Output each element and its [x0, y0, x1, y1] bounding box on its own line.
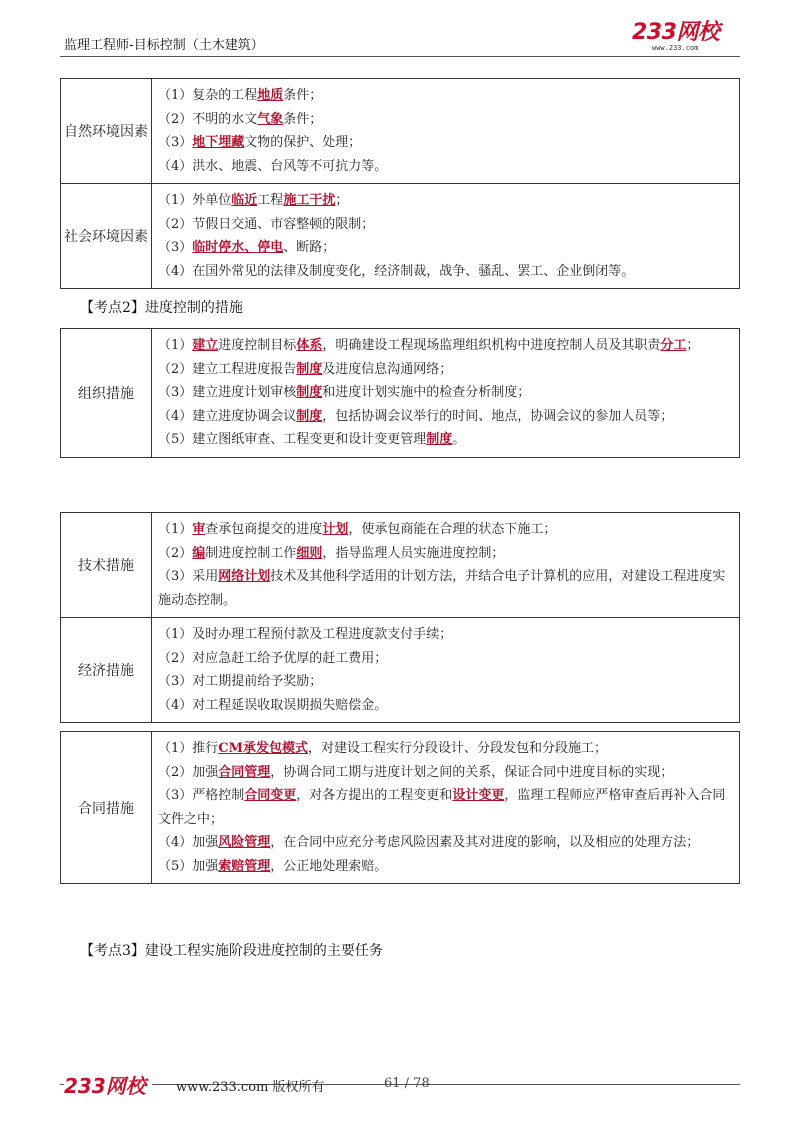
row-content	[152, 513, 740, 618]
text-segment: ，指导监理人员实施进度控制；	[322, 545, 505, 561]
row-label: 社会环境因素	[61, 184, 152, 289]
keyword-highlight: 体系	[296, 338, 323, 353]
text-segment: （4）加强	[158, 835, 219, 850]
text-segment: 和进度计划实施中的检查分析制度；	[322, 385, 531, 400]
keyword-highlight: 分工	[660, 338, 687, 353]
row-label: 自然环境因素	[61, 79, 152, 184]
text-segment: （1）复杂的工程	[158, 88, 258, 103]
list-item	[158, 542, 733, 566]
text-segment: 、断路；	[283, 240, 336, 255]
list-item	[158, 189, 733, 213]
list-item	[158, 670, 733, 694]
text-segment: （3）采用	[158, 569, 219, 584]
footer-logo: 233网校	[64, 1070, 152, 1099]
keyword-highlight: 风险管理	[218, 835, 271, 850]
technical-economic-measures-table	[60, 512, 740, 723]
text-segment: （1）及时办理工程预付款及工程进度款支付手续；	[158, 627, 453, 642]
footer-copyright: www.233.com 版权所有	[176, 1080, 325, 1095]
row-label: 技术措施	[61, 513, 152, 618]
text-segment: ，明确建设工程现场监理组织机构中进度控制人员及其职责	[322, 338, 661, 353]
text-segment: （4）建立进度协调会议	[158, 408, 297, 424]
brand-logo-url: www.233.com	[652, 44, 699, 52]
keyword-highlight: 临时停水、停电	[192, 240, 284, 255]
text-segment: （4）在国外常见的法律及制度变化，经济制裁，战争、骚乱、罢工、企业倒闭等。	[158, 263, 635, 279]
page-number: 61 / 78	[384, 1076, 430, 1091]
list-item	[158, 784, 733, 831]
keyword-highlight: 施工干扰	[283, 193, 336, 208]
keyword-highlight: 设计变更	[452, 788, 505, 803]
list-item	[158, 108, 733, 132]
keyword-highlight: 地质	[257, 88, 284, 103]
list-item	[158, 428, 733, 452]
keyword-highlight: 合同管理	[218, 764, 271, 780]
text-segment: （3）	[158, 240, 193, 255]
list-item	[158, 213, 733, 237]
brand-logo-text: 233网校	[632, 20, 720, 45]
text-segment: （1）外单位	[158, 193, 232, 208]
text-segment: ，在合同中应充分考虑风险因素及其对进度的影响，以及相应的处理方法；	[270, 835, 700, 850]
text-segment: 条件；	[283, 111, 323, 127]
row-content	[152, 79, 740, 184]
keyword-highlight: 计划	[322, 522, 349, 537]
text-segment: 条件；	[283, 88, 323, 103]
page-header-title: 监理工程师-目标控制（土木建筑）	[64, 38, 264, 53]
text-segment: （1）	[158, 338, 193, 353]
keyword-highlight: 网络计划	[218, 569, 271, 584]
text-segment: （5）加强	[158, 858, 219, 874]
keyword-highlight: 制度	[296, 361, 323, 377]
list-item	[158, 761, 733, 785]
text-segment: ，使承包商能在合理的状态下施工；	[348, 522, 557, 537]
list-item	[158, 155, 733, 179]
list-item	[158, 647, 733, 671]
text-segment: ，公正地处理索赔。	[270, 858, 388, 874]
table-row	[61, 618, 740, 723]
row-label: 组织措施	[61, 329, 152, 458]
keyword-highlight: 气象	[257, 111, 284, 127]
text-segment: ；	[686, 338, 700, 353]
keyword-highlight: 编	[192, 545, 206, 561]
text-segment: 查承包商提交的进度	[205, 522, 323, 537]
list-item	[158, 358, 733, 382]
text-segment: （3）建立进度计划审核	[158, 385, 297, 400]
text-segment: 进度控制目标	[218, 338, 297, 353]
text-segment: （4）洪水、地震、台风等不可抗力等。	[158, 158, 388, 174]
text-segment: （2）建立工程进度报告	[158, 361, 297, 377]
list-item	[158, 334, 733, 358]
text-segment: （1）	[158, 522, 193, 537]
keyword-highlight: CM承发包模式	[218, 741, 309, 756]
list-item	[158, 623, 733, 647]
text-segment: ，监理工程师应严格审查后再补入合同文件之中；	[158, 788, 726, 827]
keyword-highlight: 审	[192, 522, 206, 537]
text-segment: 工程	[257, 193, 284, 208]
section-heading-3: 【考点3】建设工程实施阶段进度控制的主要任务	[80, 943, 383, 959]
list-item	[158, 565, 733, 612]
text-segment: 及进度信息沟通网络；	[322, 361, 453, 377]
brand-logo	[632, 22, 742, 52]
table-row	[61, 513, 740, 618]
table-row	[61, 732, 740, 884]
list-item	[158, 737, 733, 761]
list-item	[158, 831, 733, 855]
list-item	[158, 260, 733, 284]
text-segment: （3）	[158, 135, 193, 150]
text-segment: 。	[452, 432, 466, 447]
keyword-highlight: 临近	[231, 193, 258, 208]
table-row	[61, 184, 740, 289]
text-segment: 文物的保护、处理；	[244, 135, 362, 150]
keyword-highlight: 制度	[296, 385, 323, 400]
list-item	[158, 518, 733, 542]
row-content	[152, 329, 740, 458]
list-item	[158, 405, 733, 429]
contract-measures-table	[60, 731, 740, 884]
text-segment: （2）不明的水文	[158, 111, 258, 127]
text-segment: ，包括协调会议举行的时间、地点，协调会议的参加人员等；	[322, 408, 674, 424]
keyword-highlight: 细则	[296, 545, 323, 561]
text-segment: （2）加强	[158, 764, 219, 780]
text-segment: 技术及其他科学适用的计划方法，并结合电子计算机的应用，对建设工程进度实施动态控制。	[158, 569, 726, 608]
text-segment: （2）对应急赶工给予优厚的赶工费用；	[158, 650, 388, 666]
row-content	[152, 184, 740, 289]
text-segment: ；	[335, 193, 349, 208]
text-segment: （1）推行	[158, 741, 219, 756]
text-segment: （2）	[158, 545, 193, 561]
text-segment: 制进度控制工作	[205, 545, 297, 561]
row-content	[152, 732, 740, 884]
table-row	[61, 79, 740, 184]
table-row	[61, 329, 740, 458]
keyword-highlight: 制度	[426, 432, 453, 447]
text-segment: （5）建立图纸审查、工程变更和设计变更管理	[158, 432, 427, 447]
row-label: 合同措施	[61, 732, 152, 884]
text-segment: （4）对工程延误收取误期损失赔偿金。	[158, 697, 388, 713]
organization-measures-table	[60, 328, 740, 458]
keyword-highlight: 制度	[296, 408, 323, 424]
keyword-highlight: 索赔管理	[218, 858, 271, 874]
text-segment: （3）严格控制	[158, 788, 245, 803]
keyword-highlight: 合同变更	[244, 788, 297, 803]
row-content	[152, 618, 740, 723]
row-label: 经济措施	[61, 618, 152, 723]
header-divider	[60, 56, 740, 57]
text-segment: ，协调合同工期与进度计划之间的关系，保证合同中进度目标的实现；	[270, 764, 674, 780]
list-item	[158, 855, 733, 879]
keyword-highlight: 地下埋藏	[192, 135, 245, 150]
text-segment: （2）节假日交通、市容整顿的限制；	[158, 216, 375, 232]
section-heading-2: 【考点2】进度控制的措施	[80, 300, 243, 316]
list-item	[158, 381, 733, 405]
list-item	[158, 84, 733, 108]
text-segment: （3）对工期提前给予奖励；	[158, 674, 323, 689]
list-item	[158, 694, 733, 718]
text-segment: ，对建设工程实行分段设计、分段发包和分段施工；	[308, 741, 608, 756]
text-segment: ，对各方提出的工程变更和	[296, 788, 453, 803]
list-item	[158, 131, 733, 155]
environment-factors-table	[60, 78, 740, 289]
keyword-highlight: 建立	[192, 338, 219, 353]
list-item	[158, 236, 733, 260]
